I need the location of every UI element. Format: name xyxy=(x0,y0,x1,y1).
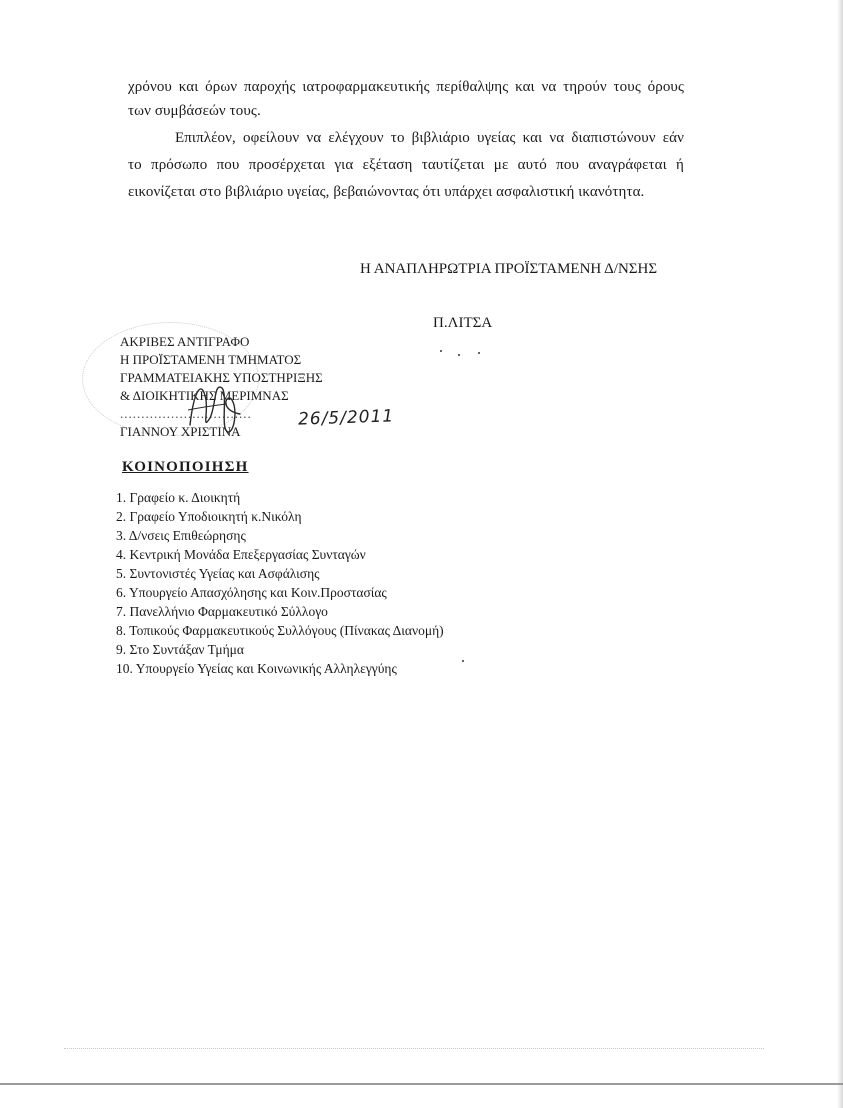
list-item: 5. Συντονιστές Υγείας και Ασφάλισης xyxy=(116,566,320,581)
ink-speck xyxy=(478,352,480,354)
true-copy-name: ΓΙΑΝΝΟΥ ΧΡΙΣΤΙΝΑ xyxy=(120,424,241,439)
list-item: 3. Δ/νσεις Επιθεώρησης xyxy=(116,528,246,543)
list-item: 4. Κεντρική Μονάδα Επεξεργασίας Συνταγών xyxy=(116,547,366,562)
list-item: 10. Υπουργείο Υγείας και Κοινωνικής Αλληλεγγύης xyxy=(116,661,397,676)
handwritten-signature xyxy=(180,370,250,440)
ink-speck xyxy=(462,660,464,662)
ink-speck xyxy=(458,354,460,356)
paragraph-1-line-2: των συμβάσεών τους. xyxy=(128,103,261,119)
list-item: 2. Γραφείο Υποδιοικητή κ.Νικόλη xyxy=(116,509,302,524)
true-copy-line-2: Η ΠΡΟΪΣΤΑΜΕΝΗ ΤΜΗΜΑΤΟΣ xyxy=(120,352,302,367)
list-item: 7. Πανελλήνιο Φαρμακευτικό Σύλλογο xyxy=(116,604,328,619)
list-item: 8. Τοπικούς Φαρμακευτικούς Συλλόγους (Πίνακας Διανομή) xyxy=(116,623,444,638)
signatory-title: Η ΑΝΑΠΛΗΡΩΤΡΙΑ ΠΡΟΪΣΤΑΜΕΝΗ Δ/ΝΣΗΣ xyxy=(360,261,658,277)
scan-artifact-line xyxy=(64,1048,764,1050)
paragraph-2-line-2: το πρόσωπο που προσέρχεται για εξέταση ταυτίζεται με αυτό που αναγράφεται ή xyxy=(128,157,684,173)
paragraph-2-line-1: Επιπλέον, οφείλουν να ελέγχουν το βιβλιάριο υγείας και να διαπιστώνουν εάν xyxy=(175,130,684,146)
notification-title: ΚΟΙΝΟΠΟΙΗΣΗ xyxy=(122,459,249,475)
scan-edge-shadow xyxy=(837,0,843,1108)
true-copy-line-1: ΑΚΡΙΒΕΣ ΑΝΤΙΓΡΑΦΟ xyxy=(120,334,250,349)
handwritten-date: 26/5/2011 xyxy=(297,406,395,430)
notification-list xyxy=(116,488,444,678)
paragraph-2-line-3: εικονίζεται στο βιβλιάριο υγείας, βεβαιώνοντας ότι υπάρχει ασφαλιστική ικανότητα. xyxy=(128,184,645,200)
true-copy-dots: ............................... xyxy=(120,406,252,421)
true-copy-line-3: ΓΡΑΜΜΑΤΕΙΑΚΗΣ ΥΠΟΣΤΗΡΙΞΗΣ xyxy=(120,370,323,385)
list-item: 6. Υπουργείο Απασχόλησης και Κοιν.Προστασίας xyxy=(116,585,387,600)
list-item: 1. Γραφείο κ. Διοικητή xyxy=(116,490,241,505)
true-copy-line-4: & ΔΙΟΙΚΗΤΙΚΗΣ ΜΕΡΙΜΝΑΣ xyxy=(120,388,289,403)
scan-bottom-edge xyxy=(0,1083,843,1085)
paragraph-1-line-1: χρόνου και όρων παροχής ιατροφαρμακευτικής περίθαλψης και να τηρούν τους όρους xyxy=(128,79,684,95)
ink-speck xyxy=(440,350,442,352)
signatory-name: Π.ΛΙΤΣΑ xyxy=(433,315,493,331)
list-item: 9. Στο Συντάξαν Τμήμα xyxy=(116,642,244,657)
